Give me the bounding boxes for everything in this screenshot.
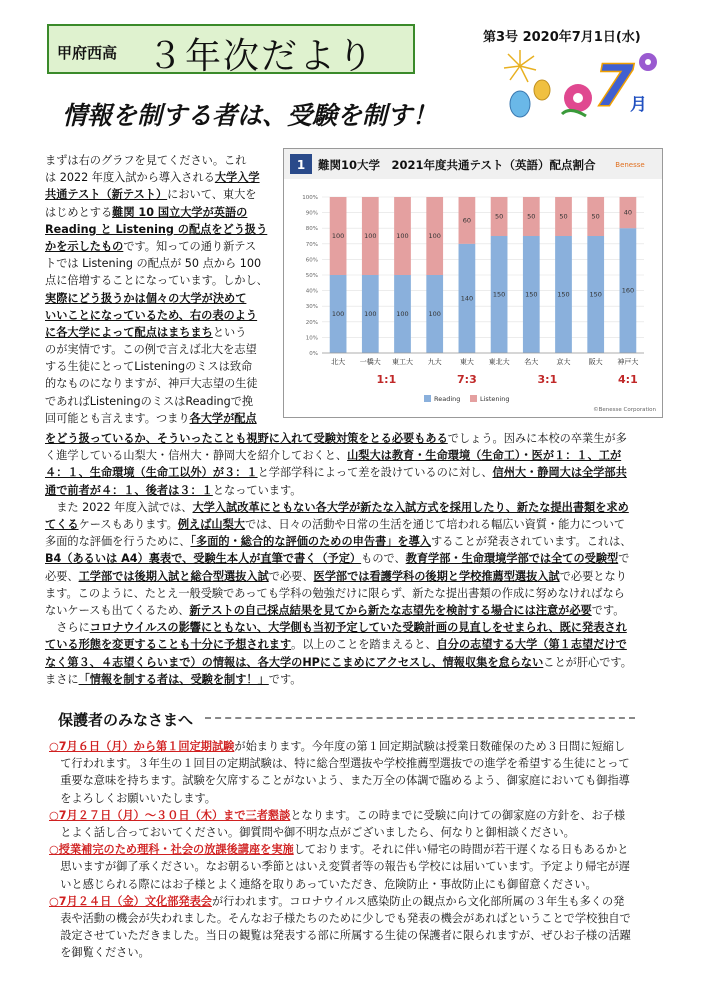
plain-text: 必要、 [45, 569, 79, 583]
text-line [45, 152, 281, 169]
data-label-reading: 150 [525, 290, 538, 299]
ratio-label: 4:1 [618, 373, 638, 386]
emphasis-text: 山梨大は教育・生命環境（生命工）・医が１：１、工が [347, 449, 622, 463]
plain-text: という [212, 326, 247, 340]
plain-text: ことが肝心です。 [543, 655, 632, 669]
morning-glory-icon [562, 84, 592, 116]
emphasis-text: ４：１、生命環境（生命工以外）が３：１ [45, 466, 258, 480]
plain-text: です。 [591, 604, 625, 618]
firework-icon [504, 50, 536, 82]
text-line [45, 186, 281, 203]
july-decoration [490, 44, 670, 122]
legend-swatch-listening [470, 395, 477, 402]
plain-text: を御覧ください。 [49, 946, 150, 960]
emphasis-text: いいことになっているため、右の表のよう [45, 308, 258, 322]
month-suffix: 月 [630, 95, 647, 115]
y-tick-label: 60% [305, 257, 318, 264]
emphasis-text: 例えば山梨大 [177, 518, 245, 532]
emphasis-text: 大学入学 [214, 171, 260, 185]
emphasis-text: に各大学によって配点はまちまち [45, 326, 213, 340]
text-line [45, 447, 685, 464]
plain-text: ます。このように、たとえ一般受験であっても学科の勉強だけに限らず、新たな提出書類の作成に努めなければなら [45, 586, 625, 600]
chart-badge: 1 [296, 158, 306, 172]
emphasis-text: 大学入試改革にともない各大学が新たな入試方式を採用したり、新たな提出書類を求め [192, 500, 629, 514]
plain-text: 設定させていただきました。当日の観覧は発表する部に所属する生徒の保護者に限られますが、ぜひお子様の活躍 [49, 929, 631, 943]
text-line [45, 272, 281, 289]
plain-text: とよく話し合っておいてください。御質問や御不明な点がございましたら、何なりと御相談ください。 [49, 826, 575, 840]
plain-text: しております。それに伴い帰宅の時間が若干遅くなる日もあるかと [293, 843, 629, 857]
newsletter-title: ３年次だより [147, 36, 376, 77]
notice-item [49, 807, 689, 841]
text-line [49, 910, 689, 927]
x-tick-label: 東大 [459, 358, 474, 366]
emphasis-text: 「多面的・総合的な評価のための申告書」を導入 [190, 535, 431, 549]
data-label-reading: 100 [364, 310, 377, 318]
data-label-reading: 100 [396, 310, 409, 318]
emphasis-text: 各大学が配点 [189, 411, 257, 425]
emphasis-text: 難関 10 国立大学が英語の [112, 205, 248, 219]
text-line [45, 307, 281, 324]
chart-panel [283, 148, 663, 418]
plain-text: において、東大を [167, 188, 257, 202]
text-line [45, 169, 281, 186]
plain-text: となります。この時までに受験に向けての御家庭の方針を、お子様 [290, 808, 626, 822]
emphasis-text: なく第３、４志望くらいまで）の情報は、各大学のHPにこまめにアクセスし、情報収集を怠らない [45, 655, 544, 669]
plain-text: をよろしくお願いいたします。 [49, 791, 216, 805]
plain-text: はじめとする [45, 205, 113, 219]
ratio-label: 7:3 [457, 373, 477, 386]
notice-item [49, 893, 689, 962]
plain-text: で [618, 552, 630, 566]
emphasis-text: てくる [45, 518, 79, 532]
plain-text: です。 [268, 672, 302, 686]
intro-paragraph-cont [45, 341, 281, 427]
text-line [45, 375, 281, 392]
text-line [45, 204, 281, 221]
masthead [47, 24, 415, 77]
emphasis-text: 新テストの自己採点結果を見てから新たな志望先を検討する場合には注意が必要 [189, 604, 592, 618]
text-line [45, 533, 685, 550]
text-line [45, 238, 281, 255]
data-label-reading: 100 [331, 310, 345, 318]
plain-text: ケースもあります。 [78, 518, 178, 532]
plain-text: ないケースも出てくるため、 [45, 604, 190, 618]
text-line [45, 464, 685, 481]
plain-text: 的なものになりますが、神戸大志望の生徒 [45, 377, 258, 391]
ratio-label: 1:1 [376, 373, 397, 386]
text-line [49, 755, 689, 772]
plain-text: また 2022 年度入試では、 [45, 500, 193, 514]
plain-text: 重要な意味を持ちます。試験を欠席することがないよう、また万全の体調で臨めるよう、御家庭においても御指導 [49, 774, 630, 788]
notice-heading: ○7月６日（月）から第１回定期試験 [49, 740, 235, 753]
text-line [45, 550, 685, 567]
y-tick-label: 0% [309, 351, 318, 357]
x-tick-label: 北大 [331, 358, 346, 366]
text-line [49, 858, 689, 875]
text-line [49, 772, 689, 789]
plain-text: 。以上のことを踏まえると、 [291, 638, 437, 652]
plain-text: く進学している山梨大・信州大・静岡大を紹介しておくと、 [45, 449, 348, 463]
morning-glory-icon [639, 53, 657, 71]
data-label-listening: 50 [559, 212, 568, 221]
section-divider [205, 717, 635, 719]
data-label-listening: 100 [428, 232, 441, 240]
emphasis-text: 通で前者が４：１、後者は３：１ [45, 483, 213, 497]
data-label-reading: 150 [589, 290, 602, 299]
text-line [45, 671, 685, 688]
section-title: 保護者のみなさまへ [58, 711, 194, 729]
text-line [45, 358, 281, 375]
plain-text: 多面的な評価を行うために、 [45, 535, 191, 549]
plain-text: いと感じられる際にはお子様とよく連絡を取りあっていただき、危険防止・事故防止にも御留意ください。 [49, 877, 597, 891]
x-tick-label: 九大 [427, 358, 442, 366]
data-label-reading: 150 [557, 290, 570, 299]
plain-text: のが実情です。この例で言えば北大を志望 [45, 343, 257, 356]
data-label-listening: 100 [331, 232, 345, 240]
x-tick-label: 東北大 [488, 358, 510, 366]
notice-heading: ○7月２７日（月）～３０日（木）まで三者懇談 [49, 808, 291, 822]
data-label-reading: 140 [460, 294, 474, 303]
x-tick-label: 東工大 [392, 358, 413, 366]
emphasis-text: B4（あるいは A4）裏表で、受験生本人が直筆で書く（予定） [45, 552, 362, 566]
emphasis-text: 工学部では後期入試と総合型選抜入試 [78, 569, 269, 583]
legend-reading: Reading [434, 395, 461, 403]
x-tick-label: 阪大 [588, 358, 603, 366]
ratio-label: 3:1 [537, 373, 558, 386]
text-line [45, 636, 685, 653]
text-line [49, 893, 689, 910]
text-line [49, 876, 689, 893]
month-number: 7 [594, 52, 635, 120]
plain-text: する生徒にとってListeningのミスは致命 [45, 360, 253, 374]
plain-text: でしょう。因みに本校の卒業生が多 [447, 432, 627, 445]
y-tick-label: 10% [305, 335, 318, 342]
text-line [45, 619, 685, 636]
notices-list [49, 738, 689, 962]
text-line [45, 410, 281, 427]
plain-text: て行われます。３年生の１回目の定期試験は、特に総合型選抜や学校推薦型選抜での進学を希望する生徒にとって [49, 757, 630, 771]
plain-text: トでは Listening の配点が 50 点から 100 [45, 257, 262, 271]
plain-text: で必要となり [559, 569, 627, 583]
issue-date: 第3号 2020年7月1日(水) [483, 30, 641, 45]
emphasis-text: 実際にどう扱うかは個々の大学が決めて [45, 291, 247, 305]
y-tick-label: 50% [305, 273, 318, 279]
y-tick-label: 100% [302, 195, 318, 201]
emphasis-text: Reading と Listening の配点をどう扱う [45, 222, 268, 236]
plain-text: となっています。 [212, 483, 302, 497]
headline: 情報を制する者は、受験を制す！ [62, 101, 438, 130]
lantern-icon [510, 80, 550, 117]
text-line [49, 790, 689, 807]
text-line [49, 807, 689, 824]
text-line [45, 602, 685, 619]
plain-text: することが発表されています。これは、 [430, 535, 632, 549]
notice-heading: ○7月２４日（金）文化部発表会 [49, 894, 212, 908]
text-line [45, 516, 685, 533]
text-line [45, 654, 685, 671]
y-tick-label: 30% [305, 304, 318, 311]
chart-title: 難関10大学 2021年度共通テスト（英語）配点割合 [318, 158, 596, 172]
y-tick-label: 70% [305, 241, 318, 248]
data-label-listening: 60 [462, 216, 472, 225]
x-tick-label: 京大 [556, 358, 571, 366]
plain-text: まずは右のグラフを見てください。これ [45, 154, 247, 167]
data-label-reading: 100 [428, 310, 441, 318]
text-line [45, 499, 685, 516]
y-tick-label: 40% [305, 288, 318, 295]
text-line [45, 430, 685, 447]
legend-listening: Listening [480, 395, 510, 403]
y-tick-label: 20% [305, 319, 318, 326]
text-line [49, 824, 689, 841]
emphasis-text: 医学部では看護学科の後期と学校推薦型選抜入試 [313, 569, 560, 583]
text-line [49, 944, 689, 961]
emphasis-text: ている形態を変更することも十分に予想されます [45, 638, 292, 652]
emphasis-text: 「情報を制する者は、受験を制す！」 [78, 672, 269, 686]
text-line [49, 927, 689, 944]
data-label-listening: 50 [591, 212, 600, 221]
plain-text: と学部学科によって差を設けているのに対し、 [257, 466, 493, 480]
data-label-reading: 150 [492, 290, 506, 299]
body-paragraph [45, 430, 685, 688]
data-label-listening: 50 [527, 212, 536, 221]
plain-text: 回可能とも言えます。つまり [45, 411, 190, 425]
notice-item [49, 738, 689, 807]
benesse-logo: Benesse [615, 161, 645, 169]
chart-figure [284, 149, 662, 417]
y-tick-label: 80% [305, 226, 318, 233]
text-line [45, 568, 685, 585]
plain-text: では、日々の活動や日常の生活を通じて培われる幅広い資質・能力について [244, 518, 626, 532]
text-line [49, 738, 689, 755]
plain-text: さらに [45, 621, 90, 635]
x-tick-label: 神戸大 [617, 358, 639, 366]
emphasis-text: かを示したもの [45, 240, 124, 254]
plain-text: であればListeningのミスはReadingで挽 [45, 394, 254, 408]
emphasis-text: をどう扱っているか、そういったことも視野に入れて受験対策をとる必要もある [45, 432, 448, 445]
data-label-listening: 50 [494, 212, 504, 221]
data-label-listening: 40 [623, 208, 633, 217]
data-label-reading: 160 [621, 286, 635, 295]
plain-text: は 2022 年度入試から導入される [45, 171, 215, 185]
school-name: 甲府西高 [57, 44, 118, 62]
notice-heading: ○授業補完のため理科・社会の放課後講座を実施 [49, 843, 294, 857]
emphasis-text: 自分の志望する大学（第１志望だけで [436, 638, 627, 652]
text-line [45, 393, 281, 410]
notice-item [49, 841, 689, 893]
x-tick-label: 名大 [524, 358, 539, 366]
text-line [45, 324, 281, 341]
y-tick-label: 90% [305, 210, 318, 217]
emphasis-text: 教育学部・生命環境学部では全ての受験型 [405, 552, 619, 566]
x-tick-label: 一橋大 [359, 358, 381, 366]
intro-paragraph [45, 152, 281, 341]
plain-text: が始まります。今年度の第１回定期試験は授業日数確保のため３日間に短縮し [234, 740, 626, 753]
text-line [45, 290, 281, 307]
data-label-listening: 100 [396, 232, 409, 240]
emphasis-text: 共通テスト（新テスト） [45, 188, 168, 202]
plain-text: 表や活動の機会が失われました。そんなお子様たちのために少しでも発表の機会があればということで学校独自で [49, 912, 631, 926]
text-line [45, 341, 281, 358]
plain-text: が行われます。コロナウイルス感染防止の観点から文化部所属の３年生も多くの発 [211, 894, 625, 908]
text-line [45, 255, 281, 272]
text-line [45, 482, 685, 499]
text-line [45, 221, 281, 238]
plain-text: 点に倍増することになっています。しかし、 [45, 274, 268, 288]
chart-source: ©Benesse Corporation [593, 407, 656, 413]
legend-swatch-reading [424, 395, 431, 402]
emphasis-text: コロナウイルスの影響にともない、大学側も当初予定していた受験計画の見直しをせまられ、既に発表され [89, 621, 627, 635]
plain-text: もので、 [361, 552, 406, 566]
plain-text: まさに [45, 672, 79, 686]
plain-text: です。知っての通り新テス [123, 240, 257, 254]
emphasis-text: 信州大・静岡大は全学部共 [492, 466, 627, 480]
data-label-listening: 100 [364, 232, 377, 240]
plain-text: 思いますが御了承ください。なお朝るい季節とはいえ変質者等の報告も学校には届いています。予定より帰宅が遅 [49, 860, 630, 874]
text-line [45, 585, 685, 602]
text-line [49, 841, 689, 858]
plain-text: で必要、 [268, 569, 314, 583]
